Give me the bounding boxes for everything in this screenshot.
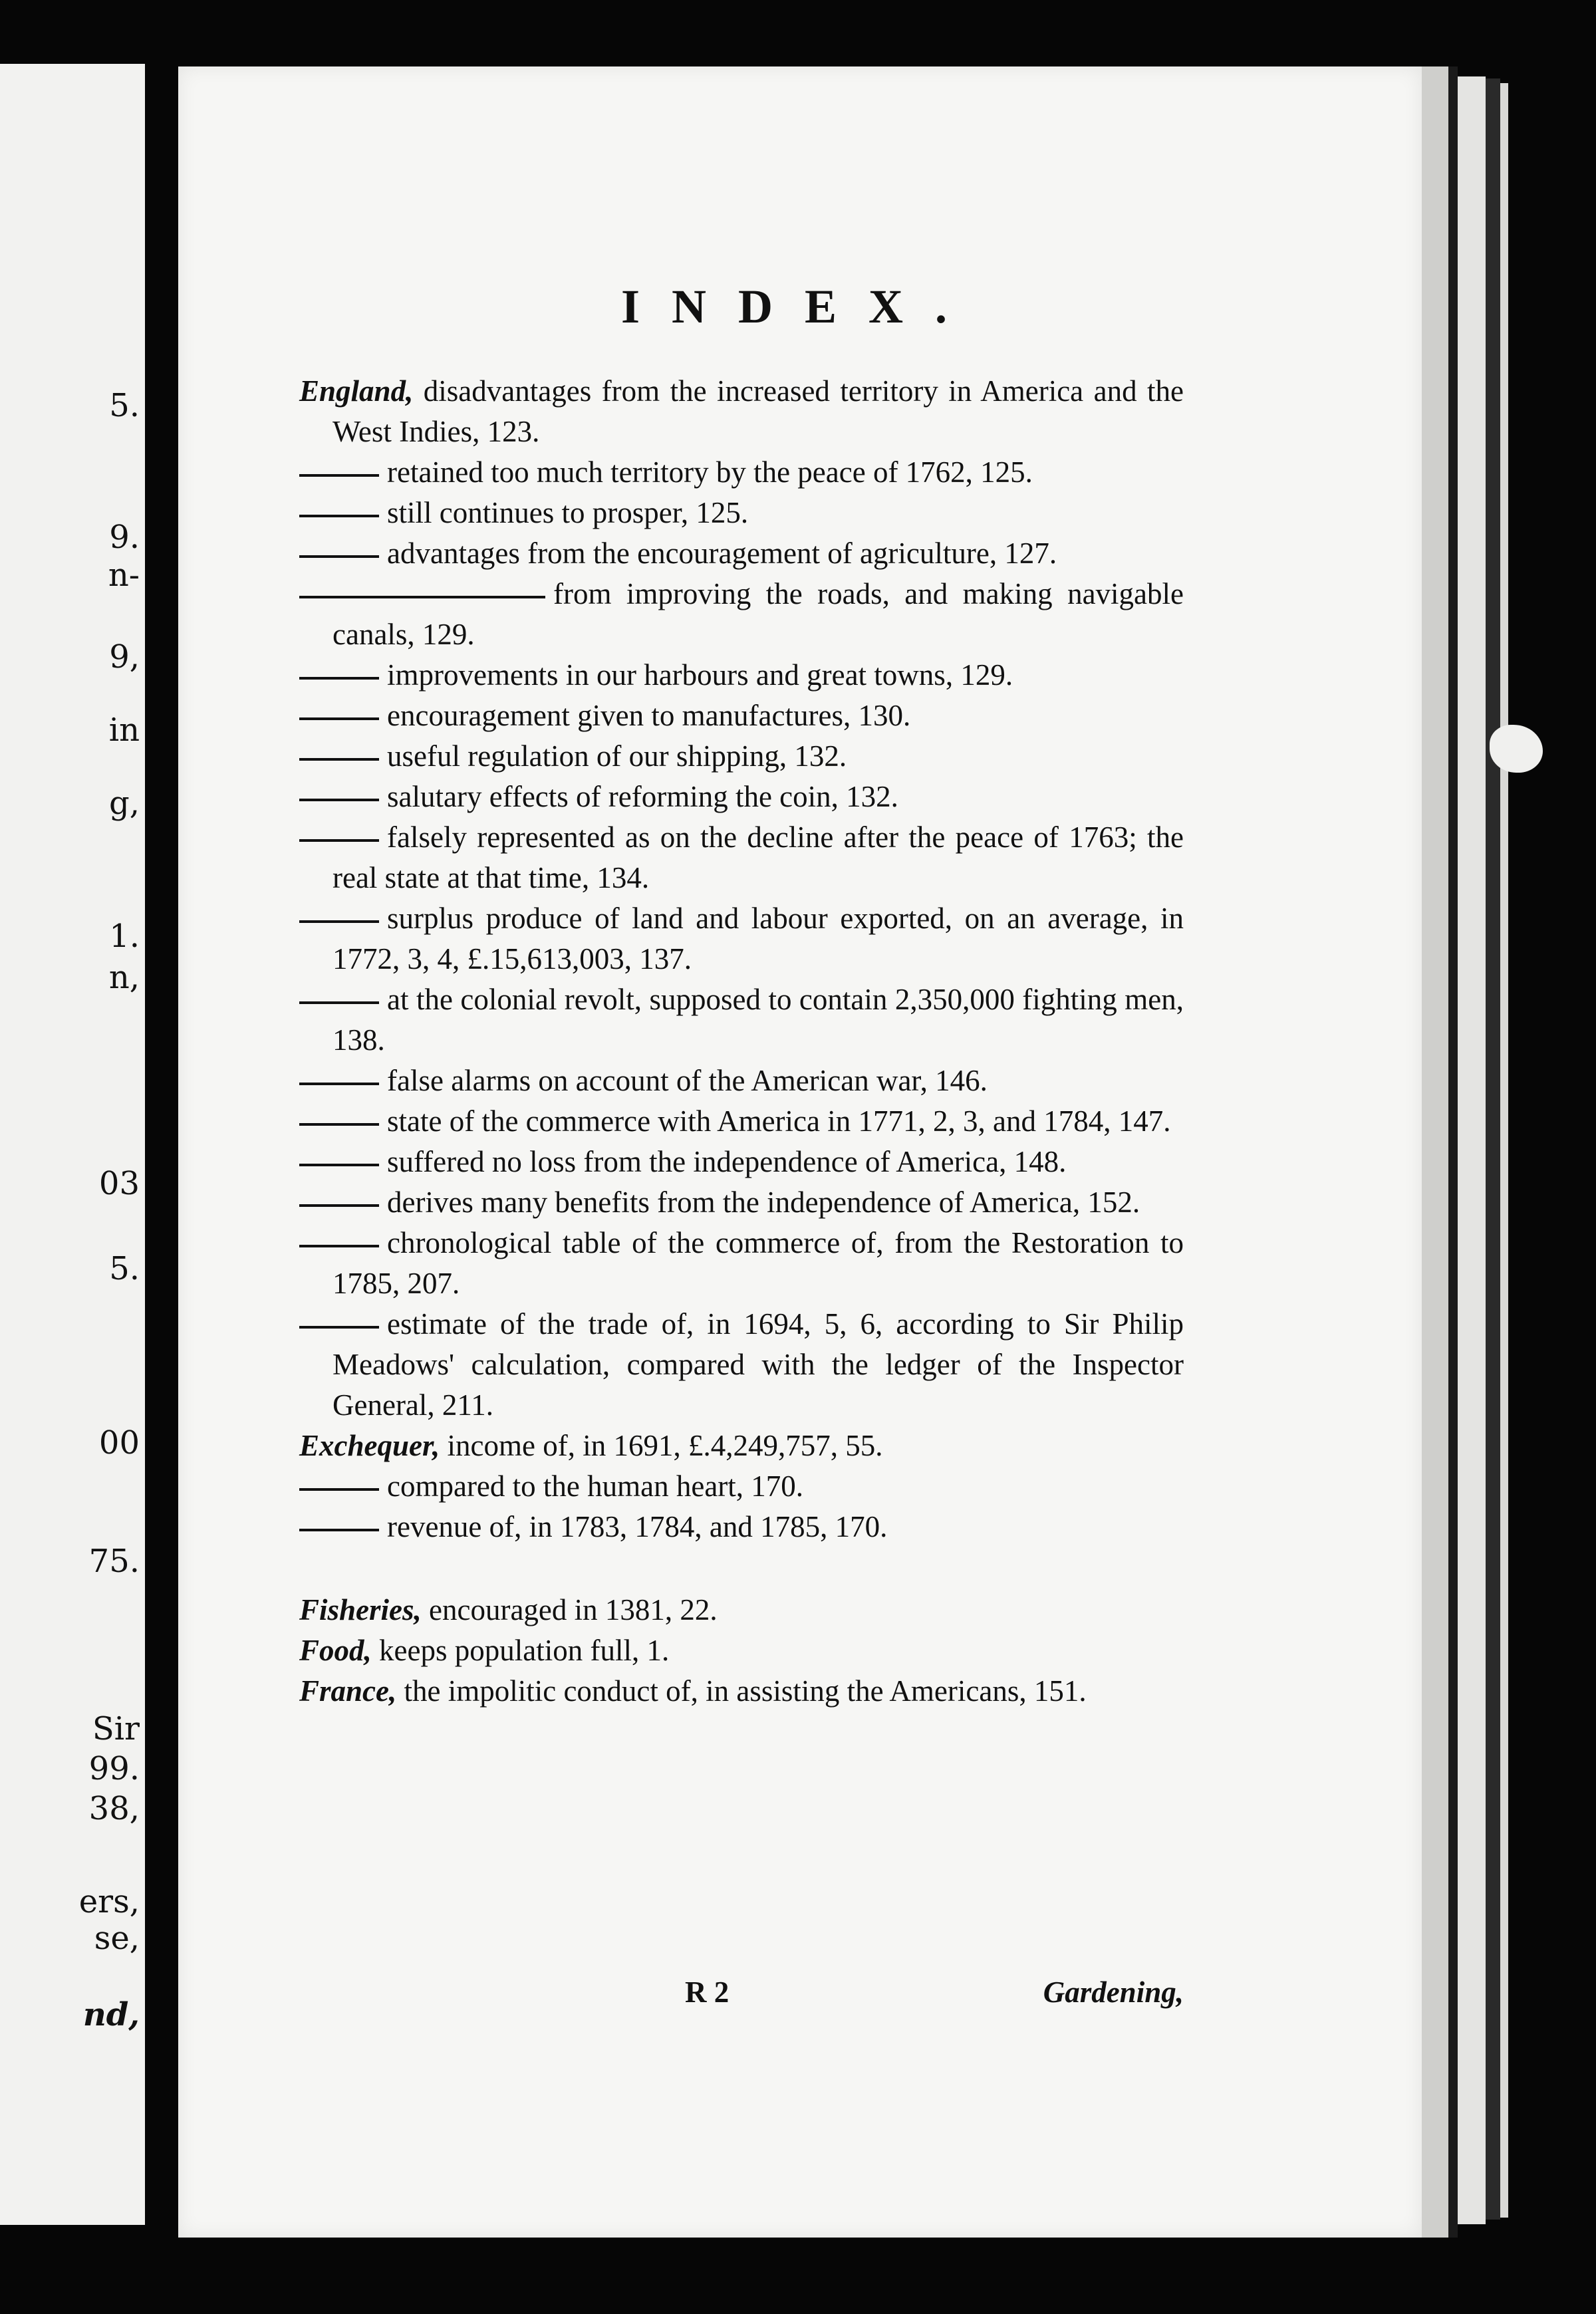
entry-text: disadvantages from the increased territory in America and the West Indies, 123. — [332, 374, 1184, 448]
index-entry — [299, 777, 1184, 817]
entry-text: retained too much territory by the peace of 1762, 125. — [387, 455, 1033, 489]
index-entry — [299, 817, 1184, 898]
left-fragment: 9. — [109, 519, 140, 556]
ditto-rule — [299, 1164, 379, 1166]
left-fragment: 5. — [109, 387, 140, 424]
entry-text: false alarms on account of the American war, 146. — [387, 1064, 988, 1097]
left-fragment: 38, — [88, 1790, 140, 1827]
ditto-rule — [299, 758, 379, 761]
index-entry — [299, 1101, 1184, 1142]
index-entry — [299, 1182, 1184, 1223]
index-entry — [299, 1590, 1184, 1630]
left-fragment: 99. — [88, 1750, 140, 1787]
index-entry — [299, 1142, 1184, 1182]
index-entry — [299, 1304, 1184, 1426]
entry-text: chronological table of the commerce of, from the Restoration to 1785, 207. — [332, 1226, 1184, 1300]
left-fragment: nd, — [82, 1996, 140, 2033]
index-entry — [299, 1630, 1184, 1671]
ditto-rule — [299, 1001, 379, 1004]
index-entry — [299, 1507, 1184, 1547]
ditto-rule — [299, 1123, 379, 1126]
left-fragment: 03 — [98, 1165, 140, 1202]
entry-text: from improving the roads, and making navigable canals, 129. — [332, 577, 1184, 651]
index-page — [178, 66, 1422, 2238]
left-fragment: 00 — [98, 1424, 140, 1462]
page-edge — [1448, 66, 1458, 2238]
ditto-rule — [299, 1083, 379, 1085]
entry-text: still continues to prosper, 125. — [387, 496, 749, 529]
entry-text: encouragement given to manufactures, 130. — [387, 699, 911, 732]
index-entry — [299, 1426, 1184, 1466]
ditto-rule — [299, 555, 379, 558]
index-entries — [299, 371, 1184, 1712]
left-page — [0, 64, 145, 2225]
ditto-rule — [299, 1529, 379, 1531]
entry-text: useful regulation of our shipping, 132. — [387, 739, 847, 773]
ditto-rule — [299, 1488, 379, 1491]
index-entry — [299, 1466, 1184, 1507]
left-fragment: 75. — [88, 1543, 140, 1580]
entry-text: derives many benefits from the independence of America, 152. — [387, 1186, 1140, 1219]
index-entry — [299, 1223, 1184, 1304]
index-entry — [299, 1671, 1184, 1712]
index-entry — [299, 574, 1184, 655]
entry-heading: France, — [299, 1674, 397, 1708]
left-fragment: ers, — [78, 1883, 140, 1920]
index-entry — [299, 1061, 1184, 1101]
entry-text: surplus produce of land and labour exported, on an average, in 1772, 3, 4, £.15,613,003, 137. — [332, 902, 1184, 975]
entry-text: revenue of, in 1783, 1784, and 1785, 170. — [387, 1510, 888, 1543]
ditto-rule — [299, 677, 379, 680]
ditto-rule — [299, 717, 379, 720]
entry-heading: Exchequer, — [299, 1429, 440, 1462]
left-fragment: g, — [109, 785, 140, 822]
signature-mark: R 2 — [685, 1976, 730, 2009]
entry-text: keeps population full, 1. — [379, 1634, 670, 1667]
index-entry — [299, 655, 1184, 696]
index-entry — [299, 979, 1184, 1061]
left-fragment: 5. — [109, 1250, 140, 1287]
left-fragment: Sir — [92, 1710, 140, 1747]
index-entry — [299, 736, 1184, 777]
section-gap — [299, 1547, 1184, 1590]
page-edge — [1486, 78, 1500, 2220]
index-entry — [299, 452, 1184, 493]
entry-text: estimate of the trade of, in 1694, 5, 6, according to Sir Philip Meadows' calculation, compared with the ledger of the Inspector General, 211. — [332, 1307, 1184, 1422]
entry-text: improvements in our harbours and great towns, 129. — [387, 658, 1013, 692]
entry-text: falsely represented as on the decline after the peace of 1763; the real state at that time, 134. — [332, 821, 1184, 894]
entry-text: compared to the human heart, 170. — [387, 1470, 804, 1503]
ditto-rule — [299, 920, 379, 923]
ditto-rule — [299, 1245, 379, 1247]
left-fragment: se, — [94, 1920, 140, 1957]
entry-heading: Food, — [299, 1634, 372, 1667]
left-fragment: n, — [108, 959, 140, 996]
entry-text: encouraged in 1381, 22. — [429, 1593, 718, 1626]
entry-text: at the colonial revolt, supposed to contain 2,350,000 fighting men, 138. — [332, 983, 1184, 1057]
entry-text: suffered no loss from the independence of America, 148. — [387, 1145, 1067, 1178]
index-entry — [299, 696, 1184, 736]
index-entry — [299, 898, 1184, 979]
left-fragment: 9, — [109, 638, 140, 676]
page-edge — [1422, 66, 1448, 2238]
ditto-rule — [299, 799, 379, 801]
ditto-rule — [299, 1326, 379, 1329]
entry-heading: Fisheries, — [299, 1593, 422, 1626]
page-edge — [1500, 83, 1508, 2218]
paper-stain — [1490, 725, 1543, 773]
entry-text: state of the commerce with America in 1771, 2, 3, and 1784, 147. — [387, 1104, 1171, 1138]
ditto-rule — [299, 515, 379, 517]
ditto-rule-long — [299, 596, 545, 598]
entry-heading: England, — [299, 374, 414, 408]
left-fragment: 1. — [109, 918, 140, 955]
entry-text: the impolitic conduct of, in assisting the Americans, 151. — [404, 1674, 1087, 1708]
left-fragment: in — [108, 711, 140, 749]
catchword: Gardening, — [1043, 1976, 1184, 2009]
left-fragment: n- — [108, 557, 140, 594]
index-entry — [299, 533, 1184, 574]
entry-text: salutary effects of reforming the coin, 132. — [387, 780, 898, 813]
entry-text: advantages from the encouragement of agriculture, 127. — [387, 537, 1057, 570]
ditto-rule — [299, 474, 379, 477]
index-entry — [299, 371, 1184, 452]
entry-text: income of, in 1691, £.4,249,757, 55. — [447, 1429, 883, 1462]
index-entry — [299, 493, 1184, 533]
ditto-rule — [299, 839, 379, 842]
page-title: INDEX. — [620, 280, 980, 333]
page-edge — [1458, 76, 1486, 2224]
ditto-rule — [299, 1204, 379, 1207]
